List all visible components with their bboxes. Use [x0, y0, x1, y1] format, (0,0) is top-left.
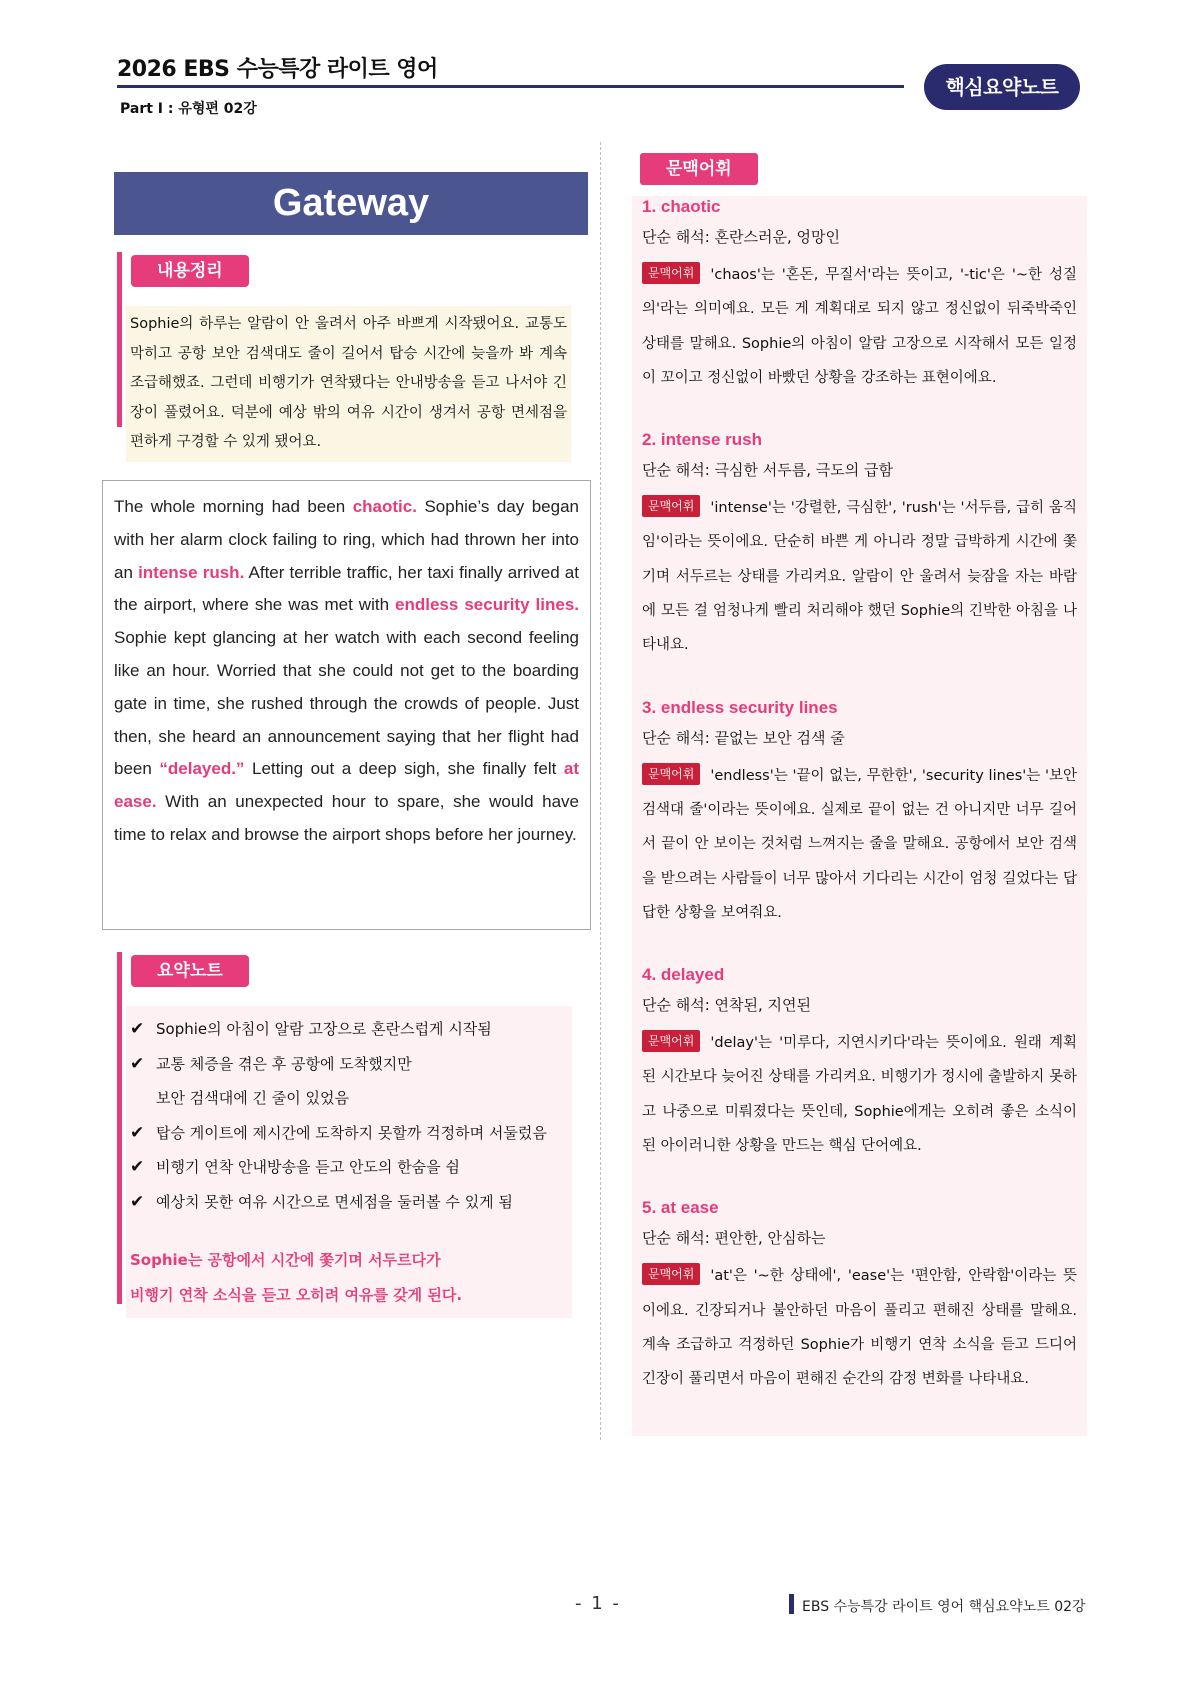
simple-meaning: 단순 해석: 편안한, 안심하는	[642, 1229, 826, 1248]
list-item: ✔ 탑승 게이트에 제시간에 도착하지 못할까 걱정하며 서둘렀음	[130, 1116, 568, 1151]
content-summary-text: Sophie의 하루는 알람이 안 울려서 아주 바쁘게 시작됐어요. 교통도 막히고 공항 보안 검색대도 줄이 길어서 탑승 시간에 늦을까 봐 계속 조급해했죠. 그런데 비행기가 연착됐다는 안내방송을 듣고 나서야 긴장이 풀렸어요. 덕분에 예상 밖의 여유 시간이 생겨서 공항 면세점을 편하게 구경할 수 있게 됐어요.	[126, 306, 571, 462]
check-icon: ✔	[130, 1191, 145, 1212]
vocab-word: 4. delayed	[642, 965, 725, 985]
passage-text: After terrible traffic, her taxi finally arrived at the airport, where she was met with	[114, 562, 579, 615]
reading-passage	[102, 480, 591, 930]
gateway-banner: Gateway	[114, 172, 588, 235]
simple-meaning: 단순 해석: 극심한 서두름, 극도의 급함	[642, 461, 894, 480]
summary-conclusion: Sophie는 공항에서 시간에 쫓기며 서두르다가 비행기 연착 소식을 듣고 오히려 여유를 갖게 된다.	[130, 1251, 463, 1304]
context-tag: 문맥어휘	[642, 1030, 700, 1052]
vocab-entry	[642, 964, 1077, 1163]
list-item-continued: 보안 검색대에 긴 줄이 있었음	[156, 1089, 349, 1107]
part-label: Part Ⅰ : 유형편 02강	[120, 101, 257, 117]
context-explanation: 문맥어휘 'at'은 '~한 상태에', 'ease'는 '편안함, 안락함'이라는 뜻이에요. 긴장되거나 불안하던 마음이 풀리고 편해진 상태를 말해요. 계속 조급하고 걱정하던 Sophie가 비행기 연착 소식을 듣고 드디어 긴장이 풀리면서 마음이 편해진 순간의 감정 변화를 나타내요.	[642, 1259, 1077, 1396]
simple-meaning: 단순 해석: 연착된, 지연된	[642, 996, 812, 1015]
vocab-label: 문맥어휘	[640, 153, 758, 185]
context-tag: 문맥어휘	[642, 262, 700, 284]
check-icon: ✔	[130, 1019, 145, 1039]
vocab-word: 1. chaotic	[642, 197, 721, 216]
vocab-word: 3. endless security lines	[642, 697, 838, 717]
list-item: ✔ 예상치 못한 여유 시간으로 면세점을 둘러볼 수 있게 됨	[130, 1185, 568, 1220]
context-tag: 문맥어휘	[642, 1263, 700, 1285]
list-item: ✔ Sophie의 아침이 알람 고장으로 혼란스럽게 시작됨	[130, 1012, 568, 1047]
passage-text: Sophie kept glancing at her watch with each second feeling like an hour. Worried that she could not get to the boarding gate in time, she rushed through the crowds of people. Just then, she heard an announcement saying that her flight had been	[114, 628, 579, 779]
title-underline	[117, 85, 904, 88]
check-icon: ✔	[130, 1053, 145, 1074]
context-explanation: 문맥어휘 'chaos'는 '혼돈, 무질서'라는 뜻이고, '-tic'은 '~한 성질의'라는 의미예요. 모든 게 계획대로 되지 않고 정신없이 뒤죽박죽인 상태를 말해요. Sophie의 아침이 알람 고장으로 시작해서 모든 일정이 꼬이고 정신없이 바빴던 상황을 강조하는 표현이에요.	[642, 258, 1077, 395]
vocab-panel	[632, 196, 1087, 1436]
column-divider	[600, 142, 601, 1440]
vocab-entry	[642, 1197, 1077, 1396]
context-tag: 문맥어휘	[642, 763, 700, 785]
summary-note-label: 요약노트	[131, 955, 249, 987]
summary-note-badge: 핵심요약노트	[924, 64, 1080, 110]
vocab-entry	[642, 429, 1077, 662]
vocab-word: 2. intense rush	[642, 430, 762, 450]
vocab-word: 5. at ease	[642, 1198, 719, 1218]
content-summary-label: 내용정리	[131, 255, 249, 287]
passage-text: With an unexpected hour to spare, she would have time to relax and browse the airport shops before her journey.	[114, 792, 579, 844]
simple-meaning: 단순 해석: 혼란스러운, 엉망인	[642, 228, 841, 246]
context-explanation: 문맥어휘 'endless'는 '끝이 없는, 무한한', 'security lines'는 '보안 검색대 줄'이라는 뜻이에요. 실제로 끝이 없는 건 아니지만 너무 길어서 끝이 안 보이는 것처럼 느껴지는 줄을 말해요. 공항에서 보안 검색을 받으려는 사람들이 너무 많아서 기다리는 시간이 엄청 길었다는 답답한 상황을 보여줘요.	[642, 759, 1077, 930]
context-explanation: 문맥어휘 'delay'는 '미루다, 지연시키다'라는 뜻이에요. 원래 계획된 시간보다 늦어진 상태를 가리켜요. 비행기가 정시에 출발하지 못하고 나중으로 미뤄졌다는 뜻인데, Sophie에게는 오히려 좋은 소식이 된 아이러니한 상황을 만드는 핵심 단어예요.	[642, 1026, 1077, 1163]
summary-accent-bar	[117, 952, 122, 1304]
list-item: ✔ 교통 체증을 겪은 후 공항에 도착했지만	[130, 1047, 568, 1082]
keyword-chaotic: chaotic.	[352, 497, 417, 516]
context-tag: 문맥어휘	[642, 495, 700, 517]
vocab-entry	[642, 697, 1077, 930]
content-accent-bar	[117, 252, 122, 427]
check-icon: ✔	[130, 1157, 145, 1177]
keyword-at-ease: at ease.	[114, 759, 579, 812]
keyword-delayed: “delayed.”	[159, 759, 245, 779]
list-item: ✔ 비행기 연착 안내방송을 듣고 안도의 한숨을 쉼	[130, 1150, 568, 1185]
footer-marker	[789, 1594, 794, 1614]
footer-text: EBS 수능특강 라이트 영어 핵심요약노트 02강	[802, 1599, 1086, 1615]
keyword-intense-rush: intense rush.	[138, 562, 245, 582]
summary-note-box	[126, 1006, 572, 1318]
vocab-entry	[642, 196, 1077, 395]
context-explanation: 문맥어휘 'intense'는 '강렬한, 극심한', 'rush'는 '서두름, 급히 움직임'이라는 뜻이에요. 단순히 바쁜 게 아니라 정말 급박하게 시간에 쫓기며 서두르는 상태를 가리켜요. 알람이 안 울려서 늦잠을 자는 바람에 모든 걸 엄청나게 빨리 처리해야 했던 Sophie의 긴박한 아침을 나타내요.	[642, 491, 1077, 662]
check-icon: ✔	[130, 1122, 145, 1143]
document-title: 2026 EBS 수능특강 라이트 영어	[117, 57, 438, 82]
keyword-endless-security-lines: endless security lines.	[395, 595, 579, 615]
passage-text: Sophie’s day began with her alarm clock failing to ring, which had thrown her into an	[114, 497, 579, 582]
simple-meaning: 단순 해석: 끝없는 보안 검색 줄	[642, 728, 845, 747]
passage-text: The whole morning had been	[114, 497, 353, 516]
page-number: - 1 -	[575, 1593, 621, 1614]
passage-text: Letting out a deep sigh, she finally felt	[244, 759, 564, 779]
